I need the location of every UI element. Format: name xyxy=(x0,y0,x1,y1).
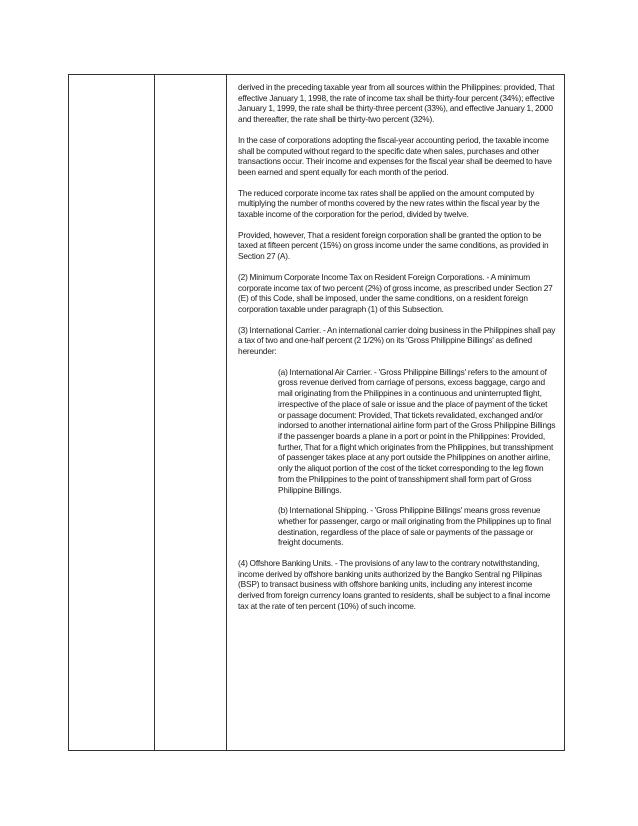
paragraph-fifteen-percent-option: Provided, however, That a resident foreign corporation shall be granted the option to be taxed at fifteen percent (15%) on gross income under the same conditions, as provided in Section 27 (A). xyxy=(238,229,549,262)
paragraph-international-shipping: (b) International Shipping. - 'Gross Philippine Billings' means gross revenue whether for passenger, cargo or mail originating from the Philippines up to final destination, regardless of the place of sale or payments of the passage or freight documents. xyxy=(278,505,551,548)
table-column-empty-left xyxy=(69,75,155,750)
document-table xyxy=(68,74,565,751)
paragraph-reduced-rates: The reduced corporate income tax rates shall be applied on the amount computed by multiplying the number of months covered by the new rates within the fiscal year by the taxable income of the corporation for the period, divided by twelve. xyxy=(238,187,540,220)
paragraph-minimum-corporate-tax: (2) Minimum Corporate Income Tax on Resident Foreign Corporations. - A minimum corporate income tax of two percent (2%) of gross income, as prescribed under Section 27 (E) of this Code, shall be imposed, under the same conditions, on a resident foreign corporation taxable under paragraph (1) of this Subsection. xyxy=(238,271,553,314)
paragraph-international-air-carrier: (a) International Air Carrier. - 'Gross Philippine Billings' refers to the amount of gross revenue derived from carriage of persons, excess baggage, cargo and mail originating from the Philippines in a continuous and uninterrupted flight, irrespective of the place of sale or issue and the place of payment of the ticket or passage document: Provided, That tickets revalidated, exchanged and/or indorsed to another international airline form part of the Gross Philippine Billings if the passenger boards a plane in a port or point in the Philippines: Provided, further, That for a flight which originates from the Philippines, but transshipment of passenger takes place at any port outside the Philippines on another airline, only the aliquot portion of the cost of the ticket corresponding to the leg flown from the Philippines to the point of transshipment shall form part of Gross Philippine Billings. xyxy=(278,366,556,495)
paragraph-offshore-banking-units: (4) Offshore Banking Units. - The provisions of any law to the contrary notwithstanding, income derived by offshore banking units authorized by the Bangko Sentral ng Pilipinas (BSP) to transact business with offshore banking units, including any interest income derived from foreign currency loans granted to residents, shall be subject to a final income tax at the rate of ten percent (10%) of such income. xyxy=(238,558,551,611)
paragraph-fiscal-year: In the case of corporations adopting the fiscal-year accounting period, the taxable income shall be computed without regard to the specific date when sales, purchases and other transactions occur. Their income and expenses for the fiscal year shall be deemed to have been earned and spent equally for each month of the period. xyxy=(238,134,552,177)
paragraph-rate-schedule: derived in the preceding taxable year from all sources within the Philippines: provided, That effective January 1, 1998, the rate of income tax shall be thirty-four percent (34%); effective January 1, 1999, the rate shall be thirty-three percent (33%), and effective January 1, 2000 and thereafter, the rate shall be thirty-two percent (32%). xyxy=(238,82,555,125)
paragraph-international-carrier: (3) International Carrier. - An international carrier doing business in the Philippines shall pay a tax of two and one-half percent (2 1/2%) on its 'Gross Philippine Billings' as defined hereunder: xyxy=(238,324,556,357)
table-column-empty-middle xyxy=(155,75,227,750)
table-column-text xyxy=(227,75,564,750)
